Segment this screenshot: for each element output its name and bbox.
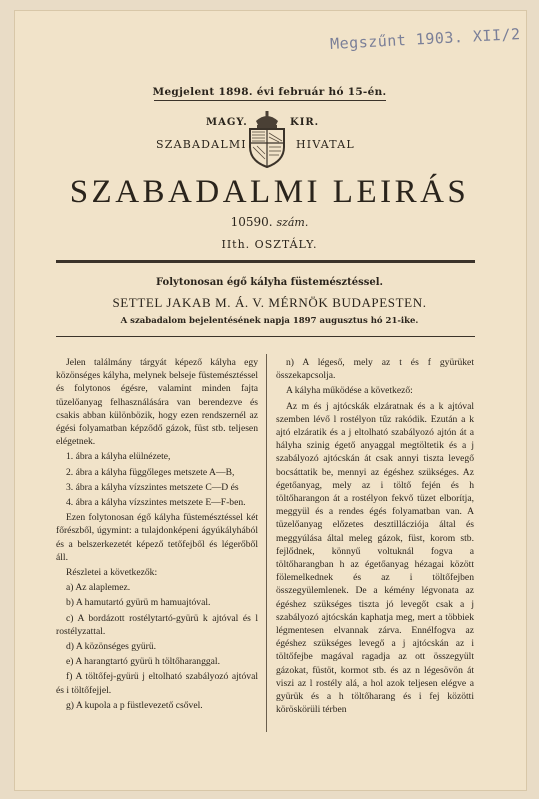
list-item: b) A hamutartó gyürü m hamuajtóval.: [66, 597, 211, 609]
paragraph: 1. ábra a kályha elülnézete,: [66, 451, 171, 463]
filing-date: A szabadalom bejelentésének napja 1897 augusztus hó 21-ike.: [120, 316, 419, 326]
paragraph: Ezen folytonosan égő kályha füstemésztéssel két főrészből, úgymint: a tulajdonképeni ágyúkályhából és a belszerkezetét képező tetőfejből és légerőből áll.: [56, 512, 258, 563]
list-item: e) A harangtartó gyürü h töltőharanggal.: [66, 656, 220, 668]
right-column-text: [276, 356, 474, 718]
paragraph: Részletei a következők:: [66, 567, 158, 579]
column-divider: [266, 354, 267, 732]
office-label-szabadalmi: SZABADALMI: [156, 138, 247, 151]
office-label-magy: MAGY.: [206, 117, 248, 128]
patent-number-suffix: szám.: [276, 216, 309, 229]
publication-date: Megjelent 1898. évi február hó 15-én.: [152, 86, 387, 98]
header-thick-rule: [56, 260, 475, 263]
paragraph: 4. ábra a kályha vízszintes metszete E—F-ben.: [66, 497, 246, 509]
body-rule: [56, 336, 475, 337]
left-column-text: [56, 356, 258, 714]
paragraph: 3. ábra a kályha vízszintes metszete C—D és: [66, 481, 239, 493]
list-item: f) A töltőfej-gyürü j eltolható szabályozó ajtóval és i töltőfejjel.: [56, 671, 258, 696]
list-item: d) A közönséges gyürü.: [66, 641, 157, 653]
paragraph: Az m és j ajtócskák elzáratnak és a k ajtóval szemben lévő l rostélyon tűz rakódik. Ezután a k ajtó elzáratik és a j eltolható szabályozó ajtón át a hályha szinig égető anyaggal megtöltetik és a j szabályozó ajtócskán át csak annyi tiszta levegő bocsáttatik be, mennyi az égéshez szükséges. Az égetőanyag, mely az i töltő fején és h töltőharangon át a rostélyon fekvő tüzet elborítja, meggyül és a rendes égés folyamatban van. A tüzelőanyag előzetes desztillácziója által és meggyúlása által meleg gázok, füst, korom stb. fejlődnek, könnyű voltuknál fogva a töltőharangban h az égetőanyag hézagai között fölemelkednek és az i töltőfejben összegyülemlenek. De a kémény légvonata az égéshez szükséges tiszta jó levegőt csak a j szabályozó ajtócskán kaphatja meg, mert a többiek légmentesen elvannak zárva. Ennélfogva az égéshez szükséges levegő a j ajtócskán az i töltőfejbe magával ragadja az ott összegyült gázokat, füstöt, kormot stb. és az n légesövön át viszi az l rostély alá, a hol azok teljesen elégve a gyürük és a h töltőharang és i fej közötti köröskörüli térben: [276, 400, 474, 716]
top-rule: [154, 100, 386, 101]
list-item: n) A légeső, mely az t és f gyürüket összekapcsolja.: [276, 357, 474, 382]
list-item: g) A kupola a p füstlevezető csővel.: [66, 699, 203, 711]
patent-office-header: [0, 117, 539, 177]
patent-number-value: 10590.: [230, 215, 273, 229]
list-item: a) Az alaplemez.: [66, 582, 131, 594]
patent-class: IIth. OSZTÁLY.: [221, 238, 318, 251]
paragraph: A kályha működése a következő:: [286, 385, 413, 397]
handwritten-note: Megszűnt 1903. XII/2: [329, 25, 521, 53]
applicant-name: SETTEL JAKAB M. Á. V. MÉRNÖK BUDAPESTEN.: [112, 295, 427, 310]
office-label-hivatal: HIVATAL: [296, 138, 355, 151]
document-title: SZABADALMI LEIRÁS: [69, 174, 470, 210]
invention-subject: Folytonosan égő kályha füstemésztéssel.: [156, 277, 383, 288]
paragraph: Jelen találmány tárgyát képező kályha egy közönséges kályha, melynek belseje füstemésztéssel és folytonos égésre, valamint minden fajta tüzelőanyag felhasználására van berendezve és csakis abban különbözik, hogy ezen rendszernél az égési folyamatban képződő gázok, füst stb. teljesen elégetnek.: [56, 357, 258, 448]
office-label-kir: KIR.: [290, 117, 320, 128]
coat-of-arms-icon: [244, 111, 290, 169]
list-item: c) A bordázott rostélytartó-gyürü k ajtóval és l rostélyzattal.: [56, 612, 258, 637]
patent-number: [0, 215, 539, 229]
paragraph: 2. ábra a kályha függőleges metszete A—B,: [66, 466, 235, 478]
